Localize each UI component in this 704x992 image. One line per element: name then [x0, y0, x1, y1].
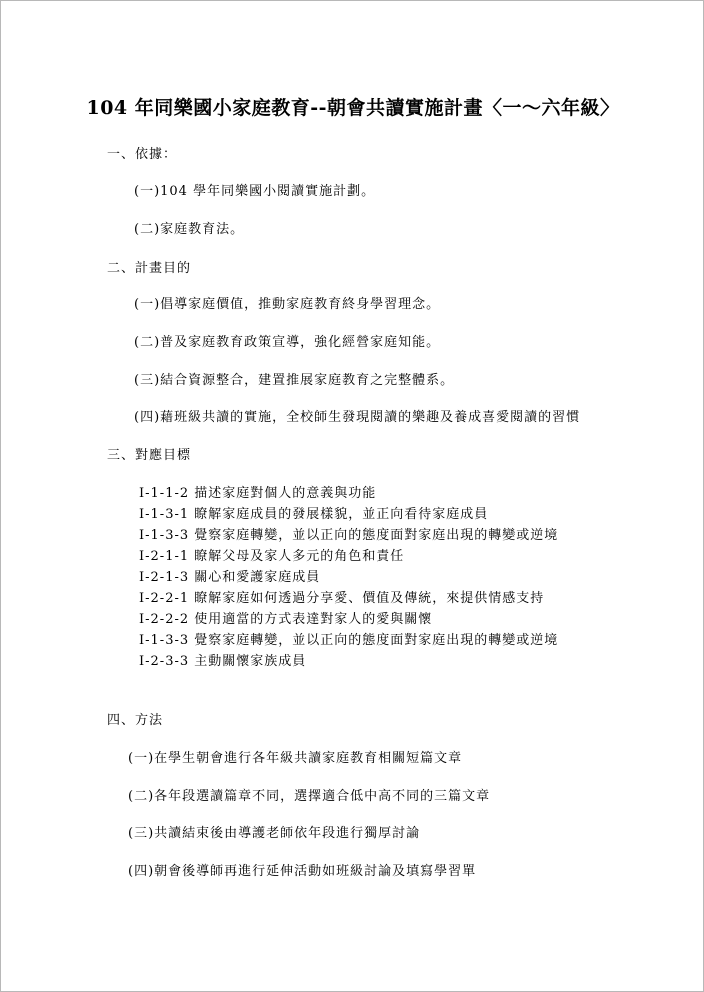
- basis-item: (一)104 學年同樂國小閱讀實施計劃。: [134, 184, 376, 199]
- section-heading-indicators: 三、對應目標: [107, 448, 192, 463]
- page-title: 104 年同樂國小家庭教育--朝會共讀實施計畫〈一～六年級〉: [86, 97, 620, 119]
- methods-item: (四)朝會後導師再進行延伸活動如班級討論及填寫學習單: [128, 864, 477, 879]
- goals-item: (二)普及家庭教育政策宣導，強化經營家庭知能。: [134, 335, 441, 350]
- indicator-item: I-2-1-1 瞭解父母及家人多元的角色和責任: [139, 549, 405, 564]
- methods-item: (三)共讀結束後由導護老師依年段進行獨厚討論: [128, 826, 421, 841]
- section-heading-methods: 四、方法: [107, 713, 164, 728]
- indicator-item: I-2-2-1 瞭解家庭如何透過分享愛、價值及傳統，來提供情感支持: [139, 591, 545, 606]
- indicator-item: I-1-1-2 描述家庭對個人的意義與功能: [139, 486, 377, 501]
- indicator-item: I-2-2-2 使用適當的方式表達對家人的愛與關懷: [139, 612, 433, 627]
- indicator-item: I-1-3-1 瞭解家庭成員的發展樣貌，並正向看待家庭成員: [139, 507, 489, 522]
- goals-item: (四)藉班級共讀的實施，全校師生發現閱讀的樂趣及養成喜愛閱讀的習慣: [134, 410, 581, 425]
- section-heading-basis: 一、依據：: [107, 147, 178, 162]
- indicator-item: I-2-3-3 主動關懷家族成員: [139, 654, 307, 669]
- indicator-item: I-2-1-3 關心和愛護家庭成員: [139, 570, 321, 585]
- basis-item: (二)家庭教育法。: [134, 222, 245, 237]
- goals-item: (三)結合資源整合，建置推展家庭教育之完整體系。: [134, 373, 455, 388]
- indicator-item: I-1-3-3 覺察家庭轉變，並以正向的態度面對家庭出現的轉變或逆境: [139, 528, 559, 543]
- section-heading-goals: 二、計畫目的: [107, 261, 192, 276]
- goals-item: (一)倡導家庭價值，推動家庭教育終身學習理念。: [134, 297, 441, 312]
- methods-item: (一)在學生朝會進行各年級共讀家庭教育相關短篇文章: [128, 751, 463, 766]
- indicator-item: I-1-3-3 覺察家庭轉變，並以正向的態度面對家庭出現的轉變或逆境: [139, 633, 559, 648]
- methods-item: (二)各年段選讀篇章不同，選擇適合低中高不同的三篇文章: [128, 789, 491, 804]
